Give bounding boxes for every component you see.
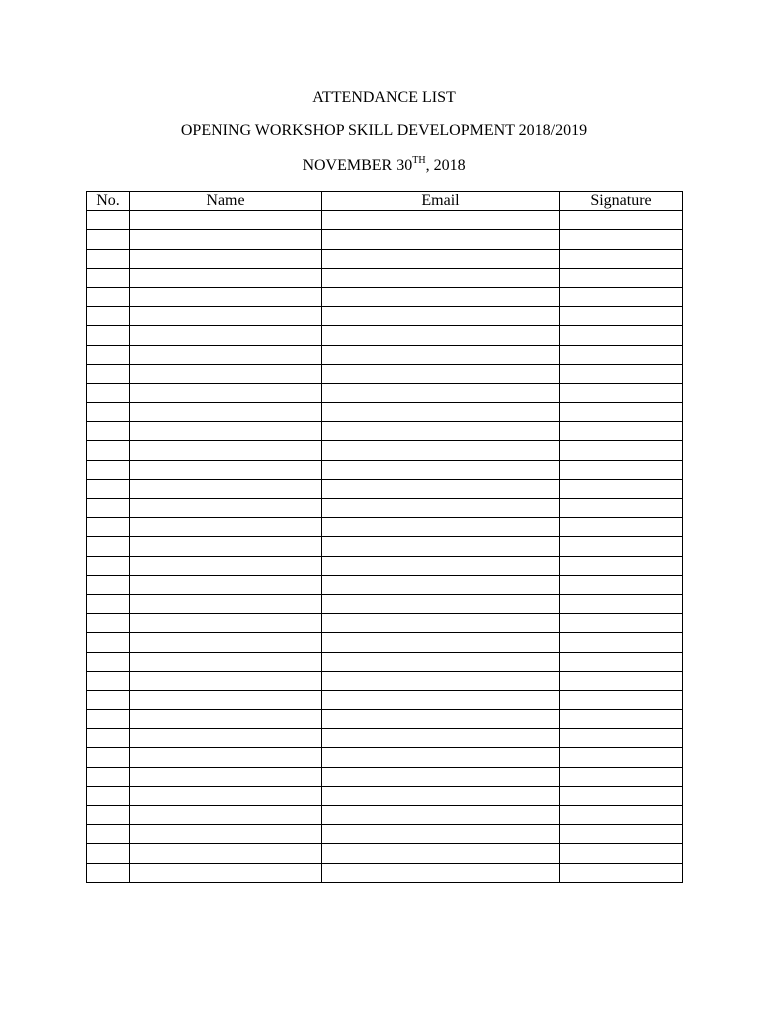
table-row	[87, 614, 683, 633]
cell-name	[130, 403, 322, 422]
table-row	[87, 825, 683, 844]
cell-name	[130, 499, 322, 518]
cell-name	[130, 364, 322, 383]
cell-signature	[560, 422, 683, 441]
cell-email	[322, 863, 560, 882]
cell-signature	[560, 499, 683, 518]
table-row	[87, 575, 683, 594]
table-row	[87, 594, 683, 613]
cell-email	[322, 690, 560, 709]
table-row	[87, 383, 683, 402]
cell-no	[87, 268, 130, 287]
cell-signature	[560, 249, 683, 268]
cell-signature	[560, 230, 683, 249]
cell-name	[130, 383, 322, 402]
cell-name	[130, 307, 322, 326]
date-month-day: NOVEMBER 30	[302, 157, 413, 174]
cell-signature	[560, 403, 683, 422]
cell-signature	[560, 806, 683, 825]
cell-email	[322, 268, 560, 287]
cell-no	[87, 863, 130, 882]
cell-email	[322, 479, 560, 498]
cell-no	[87, 422, 130, 441]
cell-name	[130, 710, 322, 729]
cell-email	[322, 614, 560, 633]
column-header-email: Email	[322, 192, 560, 211]
cell-no	[87, 594, 130, 613]
cell-signature	[560, 786, 683, 805]
cell-name	[130, 460, 322, 479]
cell-no	[87, 249, 130, 268]
cell-no	[87, 690, 130, 709]
table-row	[87, 479, 683, 498]
cell-name	[130, 211, 322, 230]
cell-no	[87, 671, 130, 690]
cell-signature	[560, 460, 683, 479]
table-row	[87, 345, 683, 364]
table-row	[87, 767, 683, 786]
table-row	[87, 729, 683, 748]
cell-no	[87, 825, 130, 844]
table-row	[87, 710, 683, 729]
table-row	[87, 230, 683, 249]
cell-signature	[560, 211, 683, 230]
cell-no	[87, 345, 130, 364]
table-row	[87, 307, 683, 326]
cell-signature	[560, 614, 683, 633]
cell-name	[130, 594, 322, 613]
document-title: ATTENDANCE LIST	[312, 89, 456, 106]
table-row	[87, 364, 683, 383]
cell-no	[87, 748, 130, 767]
table-row	[87, 249, 683, 268]
cell-no	[87, 806, 130, 825]
table-row	[87, 211, 683, 230]
cell-name	[130, 806, 322, 825]
cell-no	[87, 307, 130, 326]
cell-name	[130, 556, 322, 575]
table-row	[87, 652, 683, 671]
cell-email	[322, 767, 560, 786]
cell-no	[87, 460, 130, 479]
cell-no	[87, 518, 130, 537]
cell-email	[322, 345, 560, 364]
cell-signature	[560, 479, 683, 498]
cell-no	[87, 499, 130, 518]
cell-no	[87, 287, 130, 306]
cell-email	[322, 710, 560, 729]
cell-signature	[560, 345, 683, 364]
cell-name	[130, 671, 322, 690]
cell-name	[130, 326, 322, 345]
table-row	[87, 806, 683, 825]
cell-name	[130, 825, 322, 844]
table-row	[87, 287, 683, 306]
cell-email	[322, 403, 560, 422]
cell-no	[87, 403, 130, 422]
cell-email	[322, 844, 560, 863]
cell-email	[322, 806, 560, 825]
cell-name	[130, 729, 322, 748]
cell-email	[322, 786, 560, 805]
attendance-table	[86, 191, 683, 883]
cell-no	[87, 479, 130, 498]
cell-signature	[560, 307, 683, 326]
cell-email	[322, 594, 560, 613]
cell-name	[130, 249, 322, 268]
cell-no	[87, 364, 130, 383]
cell-no	[87, 652, 130, 671]
table-row	[87, 499, 683, 518]
cell-name	[130, 575, 322, 594]
table-row	[87, 863, 683, 882]
cell-email	[322, 249, 560, 268]
table-row	[87, 441, 683, 460]
document-subtitle: OPENING WORKSHOP SKILL DEVELOPMENT 2018/2019	[180, 122, 588, 139]
cell-signature	[560, 556, 683, 575]
date-suffix: TH	[412, 154, 426, 166]
table-row	[87, 633, 683, 652]
cell-email	[322, 326, 560, 345]
cell-signature	[560, 652, 683, 671]
cell-signature	[560, 383, 683, 402]
cell-signature	[560, 575, 683, 594]
cell-signature	[560, 671, 683, 690]
cell-email	[322, 652, 560, 671]
table-row	[87, 422, 683, 441]
cell-no	[87, 383, 130, 402]
attendance-rows	[87, 211, 683, 883]
column-header-no: No.	[87, 192, 130, 211]
cell-signature	[560, 825, 683, 844]
cell-name	[130, 230, 322, 249]
cell-email	[322, 499, 560, 518]
cell-email	[322, 287, 560, 306]
table-row	[87, 690, 683, 709]
cell-email	[322, 422, 560, 441]
column-header-signature: Signature	[560, 192, 683, 211]
cell-signature	[560, 326, 683, 345]
cell-email	[322, 556, 560, 575]
cell-email	[322, 307, 560, 326]
cell-name	[130, 844, 322, 863]
cell-name	[130, 479, 322, 498]
table-header-row	[87, 192, 683, 211]
table-row	[87, 268, 683, 287]
cell-no	[87, 326, 130, 345]
cell-email	[322, 825, 560, 844]
cell-no	[87, 575, 130, 594]
cell-signature	[560, 594, 683, 613]
cell-signature	[560, 268, 683, 287]
cell-signature	[560, 690, 683, 709]
cell-signature	[560, 748, 683, 767]
cell-email	[322, 537, 560, 556]
cell-email	[322, 211, 560, 230]
cell-email	[322, 575, 560, 594]
cell-email	[322, 748, 560, 767]
cell-no	[87, 556, 130, 575]
cell-name	[130, 441, 322, 460]
cell-no	[87, 767, 130, 786]
table-row	[87, 326, 683, 345]
cell-email	[322, 729, 560, 748]
cell-no	[87, 729, 130, 748]
cell-signature	[560, 518, 683, 537]
date-year: , 2018	[425, 157, 466, 174]
cell-name	[130, 268, 322, 287]
table-row	[87, 518, 683, 537]
cell-signature	[560, 287, 683, 306]
cell-email	[322, 671, 560, 690]
cell-name	[130, 614, 322, 633]
cell-name	[130, 690, 322, 709]
cell-name	[130, 518, 322, 537]
cell-name	[130, 345, 322, 364]
cell-email	[322, 518, 560, 537]
cell-name	[130, 786, 322, 805]
cell-email	[322, 441, 560, 460]
cell-name	[130, 748, 322, 767]
cell-signature	[560, 633, 683, 652]
cell-signature	[560, 537, 683, 556]
cell-no	[87, 844, 130, 863]
cell-no	[87, 537, 130, 556]
table-row	[87, 460, 683, 479]
cell-name	[130, 287, 322, 306]
cell-name	[130, 652, 322, 671]
table-row	[87, 748, 683, 767]
cell-email	[322, 364, 560, 383]
cell-no	[87, 211, 130, 230]
column-header-name: Name	[130, 192, 322, 211]
table-row	[87, 671, 683, 690]
cell-signature	[560, 844, 683, 863]
cell-no	[87, 633, 130, 652]
cell-name	[130, 863, 322, 882]
cell-email	[322, 383, 560, 402]
cell-signature	[560, 364, 683, 383]
cell-no	[87, 441, 130, 460]
cell-no	[87, 786, 130, 805]
cell-signature	[560, 767, 683, 786]
cell-no	[87, 614, 130, 633]
cell-name	[130, 537, 322, 556]
cell-no	[87, 710, 130, 729]
cell-email	[322, 230, 560, 249]
cell-signature	[560, 441, 683, 460]
cell-email	[322, 633, 560, 652]
document-date	[0, 156, 768, 176]
cell-no	[87, 230, 130, 249]
table-row	[87, 786, 683, 805]
cell-signature	[560, 863, 683, 882]
table-row	[87, 556, 683, 575]
cell-email	[322, 460, 560, 479]
cell-name	[130, 633, 322, 652]
cell-signature	[560, 710, 683, 729]
table-row	[87, 844, 683, 863]
table-row	[87, 537, 683, 556]
cell-signature	[560, 729, 683, 748]
cell-name	[130, 422, 322, 441]
table-row	[87, 403, 683, 422]
cell-name	[130, 767, 322, 786]
